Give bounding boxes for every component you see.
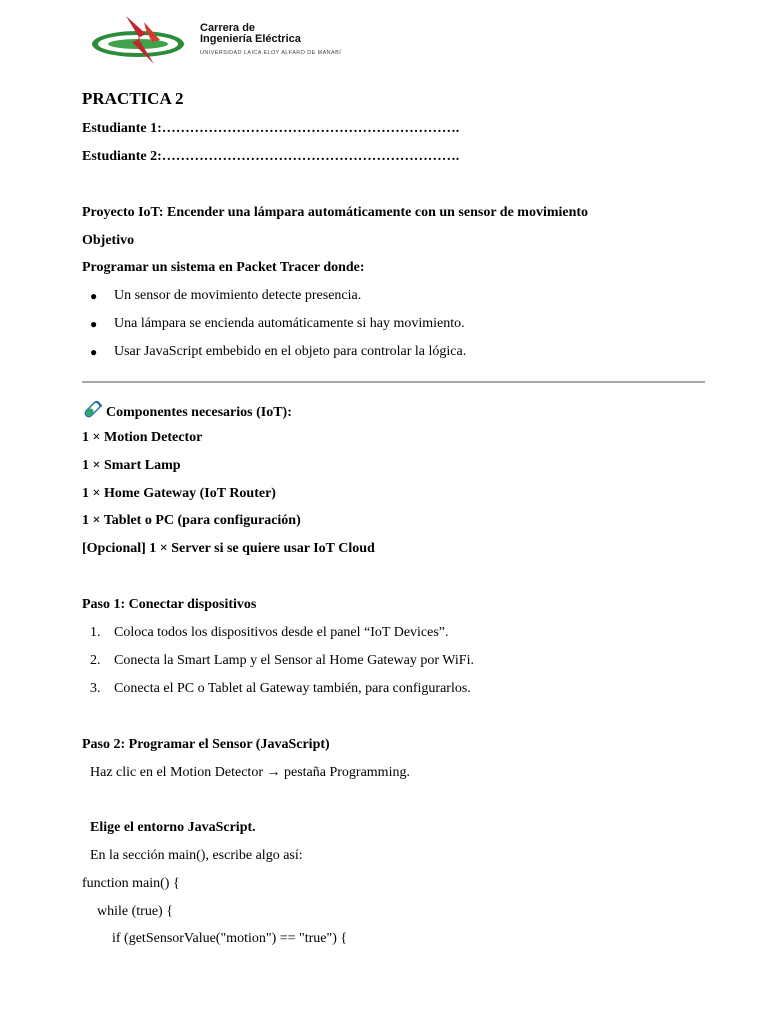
objective-intro: Programar un sistema en Packet Tracer donde: bbox=[82, 260, 365, 275]
test-tube-icon bbox=[82, 401, 102, 425]
student-1-field: Estudiante 1:………………………………………………………. bbox=[82, 121, 460, 136]
step2-instruction: Haz clic en el Motion Detector → pestaña Programming. bbox=[90, 765, 410, 780]
logo-title-line2: Ingeniería Eléctrica bbox=[200, 33, 301, 45]
university-logo bbox=[88, 12, 388, 72]
component-item-optional: [Opcional] 1 × Server si se quiere usar IoT Cloud bbox=[82, 541, 375, 556]
step2-heading: Paso 2: Programar el Sensor (JavaScript) bbox=[82, 737, 330, 752]
component-item: 1 × Tablet o PC (para configuración) bbox=[82, 513, 301, 528]
logo-title-line1: Carrera de bbox=[200, 22, 256, 34]
logo-emblem-icon bbox=[88, 12, 198, 72]
bullet-icon: ● bbox=[90, 345, 98, 359]
components-heading-label: Componentes necesarios (IoT): bbox=[106, 405, 292, 420]
objective-heading: Objetivo bbox=[82, 233, 135, 248]
component-item: 1 × Home Gateway (IoT Router) bbox=[82, 486, 276, 501]
project-heading: Proyecto IoT: Encender una lámpara automáticamente con un sensor de movimiento bbox=[82, 205, 589, 220]
step1-heading: Paso 1: Conectar dispositivos bbox=[82, 597, 257, 612]
bullet-icon: ● bbox=[90, 317, 98, 331]
component-item: 1 × Smart Lamp bbox=[82, 458, 181, 473]
page-title: PRACTICA 2 bbox=[82, 89, 184, 108]
document-page: Carrera de Ingeniería Eléctrica UNIVERSIDAD LAICA ELOY ALFARO DE MANABÍ PRACTICA 2 Estudiante 1:………………………………………………………. Estudiante 2:………………………………………………………. Proyecto IoT: Encender una lámpara automáticamente con un sensor de movimiento Objetivo Programar un sistema en Packet Tracer donde: ● Un sensor de movimiento detecte presencia. ● Una lámpara se encienda automáticamente si hay movimiento. ● Usar JavaScript embebido en el objeto para controlar la lógica. Componentes necesarios (IoT): 1 × Motion Detector 1 × Smart Lamp 1 × Home Gateway (IoT Router) 1 × Tablet o PC (para configuración) [Opcional] 1 × Server si se quiere usar IoT Cloud Paso 1: Conectar dispositivos 1. Coloca todos los dispositivos desde el panel “IoT Devices”. 2. Conecta la Smart Lamp y el Sensor al Home Gateway por WiFi. 3. Conecta el PC o Tablet al Gateway también, para configurarlos. Paso 2: Programar el Sensor (JavaScript) Haz clic en el Motion Detector → pestaña Programming. Elige el entorno JavaScript. En la sección main(), escribe algo así: function main() { while (true) { if (getSensorValue("motion") == "true") { bbox=[0, 0, 768, 1024]
student-2-field: Estudiante 2:………………………………………………………. bbox=[82, 149, 460, 164]
components-heading bbox=[82, 401, 292, 425]
section-divider bbox=[82, 381, 705, 383]
bullet-icon: ● bbox=[90, 289, 98, 303]
code-line: if (getSensorValue("motion") == "true") { bbox=[112, 931, 348, 946]
code-line: while (true) { bbox=[97, 904, 173, 919]
logo-subtitle: UNIVERSIDAD LAICA ELOY ALFARO DE MANABÍ bbox=[200, 50, 342, 56]
component-item: 1 × Motion Detector bbox=[82, 430, 203, 445]
step2-main-instruction: En la sección main(), escribe algo así: bbox=[90, 848, 303, 863]
step2-environment: Elige el entorno JavaScript. bbox=[90, 820, 256, 835]
code-line: function main() { bbox=[82, 876, 180, 891]
